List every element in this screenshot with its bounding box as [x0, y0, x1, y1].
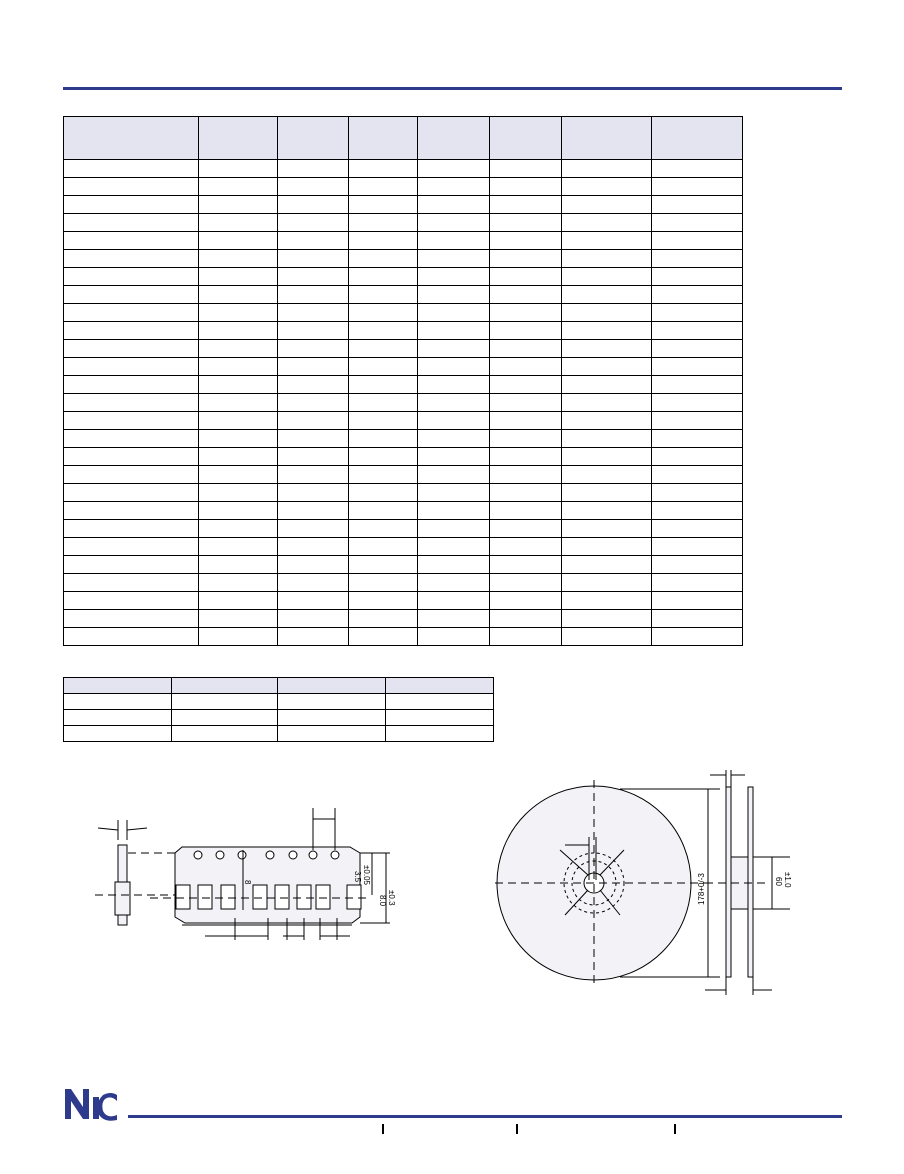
table-cell [348, 520, 418, 538]
table-cell [64, 340, 199, 358]
table-row [64, 628, 743, 646]
table-cell [652, 574, 743, 592]
table-cell [277, 628, 348, 646]
table-cell [64, 394, 199, 412]
table-cell [490, 178, 562, 196]
table-cell [348, 304, 418, 322]
table-cell [418, 574, 490, 592]
table-cell [562, 250, 652, 268]
table-cell [198, 214, 277, 232]
table-cell [652, 556, 743, 574]
table-row [64, 538, 743, 556]
table-cell [652, 430, 743, 448]
table-cell [418, 196, 490, 214]
table-row [64, 502, 743, 520]
table-cell [348, 376, 418, 394]
table-cell [277, 574, 348, 592]
table-cell [418, 322, 490, 340]
table-cell [490, 430, 562, 448]
table-cell [198, 160, 277, 178]
table-cell [277, 214, 348, 232]
sprocket-tol: ±0.05 [362, 865, 371, 885]
table-cell [418, 376, 490, 394]
table-cell [277, 376, 348, 394]
table-cell [171, 726, 278, 742]
table-cell [64, 610, 199, 628]
table-cell [198, 556, 277, 574]
table-cell [64, 322, 199, 340]
table-cell [277, 412, 348, 430]
table-cell [562, 304, 652, 322]
table-cell [277, 394, 348, 412]
table-cell [562, 574, 652, 592]
table-cell [490, 484, 562, 502]
table-cell [198, 394, 277, 412]
table-row [64, 726, 494, 742]
table-cell [64, 286, 199, 304]
table-cell [562, 358, 652, 376]
header-cell [386, 678, 494, 694]
table-cell [64, 430, 199, 448]
table-cell [652, 394, 743, 412]
table-cell [490, 340, 562, 358]
table-cell [198, 322, 277, 340]
table-cell [348, 286, 418, 304]
table-cell [277, 322, 348, 340]
header-cell [490, 117, 562, 160]
table-cell [64, 160, 199, 178]
table-row [64, 358, 743, 376]
table-cell [418, 394, 490, 412]
table-cell [277, 196, 348, 214]
table-cell [277, 286, 348, 304]
table-row [64, 520, 743, 538]
table-cell [490, 376, 562, 394]
table-cell [277, 178, 348, 196]
table-cell [562, 412, 652, 430]
table-cell [277, 160, 348, 178]
table-cell [418, 358, 490, 376]
table-cell [64, 520, 199, 538]
table-cell [562, 178, 652, 196]
table-cell [198, 574, 277, 592]
header-cell [64, 678, 172, 694]
table-cell [490, 196, 562, 214]
table-cell [562, 196, 652, 214]
table-cell [652, 466, 743, 484]
header-rule [63, 87, 842, 90]
table-cell [490, 466, 562, 484]
table-row [64, 376, 743, 394]
table-cell [198, 286, 277, 304]
table-cell [348, 484, 418, 502]
table-cell [418, 628, 490, 646]
table-cell [64, 726, 172, 742]
table-cell [652, 214, 743, 232]
table-cell [64, 466, 199, 484]
table-cell [348, 268, 418, 286]
table-cell [490, 592, 562, 610]
width-dim: 8.0 [378, 895, 387, 907]
table-cell [562, 610, 652, 628]
table-cell [348, 340, 418, 358]
table-cell [490, 574, 562, 592]
table-cell [386, 694, 494, 710]
table-cell [64, 376, 199, 394]
table-cell [277, 304, 348, 322]
table-cell [198, 178, 277, 196]
header-cell [562, 117, 652, 160]
reel-side-flange-2 [748, 787, 753, 977]
table-cell [64, 232, 199, 250]
table-cell [386, 726, 494, 742]
table-cell [64, 592, 199, 610]
table-row [64, 394, 743, 412]
table-cell [652, 358, 743, 376]
table-cell [418, 160, 490, 178]
tape-drawing [90, 805, 410, 945]
width-tol: ±0.3 [387, 890, 396, 906]
table-cell [418, 610, 490, 628]
table-cell [64, 214, 199, 232]
table-cell [652, 178, 743, 196]
table-cell [64, 556, 199, 574]
table-cell [348, 178, 418, 196]
footer-separator [382, 1124, 384, 1134]
pocket-dim: 8 [243, 880, 252, 885]
table-cell [198, 304, 277, 322]
table-cell [490, 304, 562, 322]
table-cell [198, 196, 277, 214]
table-cell [348, 538, 418, 556]
table-cell [198, 448, 277, 466]
table-cell [652, 484, 743, 502]
header-cell [277, 117, 348, 160]
table-cell [277, 610, 348, 628]
table-cell [277, 484, 348, 502]
header-cell [198, 117, 277, 160]
table-cell [562, 214, 652, 232]
table-cell [348, 502, 418, 520]
table-cell [64, 538, 199, 556]
table-cell [418, 556, 490, 574]
table-cell [277, 502, 348, 520]
table-cell [348, 448, 418, 466]
table-cell [652, 322, 743, 340]
footer-rule [128, 1115, 842, 1118]
packaging-table [63, 677, 494, 742]
spec-table [63, 116, 743, 646]
table-cell [198, 232, 277, 250]
table-cell [198, 610, 277, 628]
table-cell [277, 466, 348, 484]
table-cell [562, 430, 652, 448]
table-cell [64, 358, 199, 376]
table-cell [348, 412, 418, 430]
table-cell [64, 694, 172, 710]
footer-separator [516, 1124, 518, 1134]
table-cell [348, 556, 418, 574]
table-row [64, 286, 743, 304]
table-cell [198, 502, 277, 520]
table-cell [562, 268, 652, 286]
table-row [64, 232, 743, 250]
table-cell [652, 304, 743, 322]
table-cell [278, 710, 386, 726]
table-cell [562, 520, 652, 538]
table-cell [418, 178, 490, 196]
table-cell [418, 304, 490, 322]
table-cell [490, 448, 562, 466]
table-cell [562, 448, 652, 466]
table-cell [562, 538, 652, 556]
table-cell [652, 286, 743, 304]
table-cell [418, 466, 490, 484]
table-cell [348, 196, 418, 214]
table-row [64, 196, 743, 214]
table-cell [198, 520, 277, 538]
table-cell [198, 484, 277, 502]
table-cell [652, 538, 743, 556]
table-cell [348, 466, 418, 484]
header-cell [418, 117, 490, 160]
reel-side-flange-1 [726, 787, 731, 977]
table-cell [348, 358, 418, 376]
table-cell [652, 502, 743, 520]
table-cell [490, 412, 562, 430]
table-cell [198, 376, 277, 394]
packaging-table-header [64, 678, 494, 694]
table-cell [652, 250, 743, 268]
table-cell [652, 232, 743, 250]
table-cell [562, 484, 652, 502]
table-cell [348, 214, 418, 232]
table-cell [562, 232, 652, 250]
table-cell [64, 502, 199, 520]
table-cell [277, 358, 348, 376]
table-row [64, 250, 743, 268]
table-cell [198, 538, 277, 556]
table-row [64, 214, 743, 232]
table-row [64, 694, 494, 710]
table-cell [418, 448, 490, 466]
table-cell [348, 592, 418, 610]
table-cell [198, 430, 277, 448]
table-cell [562, 322, 652, 340]
table-cell [64, 196, 199, 214]
table-row [64, 610, 743, 628]
table-cell [652, 412, 743, 430]
table-cell [418, 286, 490, 304]
table-cell [562, 160, 652, 178]
table-cell [64, 628, 199, 646]
table-cell [348, 160, 418, 178]
table-cell [198, 628, 277, 646]
table-cell [277, 268, 348, 286]
table-cell [64, 484, 199, 502]
table-row [64, 412, 743, 430]
table-cell [652, 448, 743, 466]
table-row [64, 340, 743, 358]
table-row [64, 484, 743, 502]
header-cell [348, 117, 418, 160]
table-cell [490, 286, 562, 304]
table-cell [277, 430, 348, 448]
table-cell [418, 250, 490, 268]
table-cell [278, 694, 386, 710]
table-cell [418, 484, 490, 502]
table-row [64, 178, 743, 196]
table-cell [198, 412, 277, 430]
table-cell [490, 232, 562, 250]
table-cell [418, 502, 490, 520]
table-cell [652, 376, 743, 394]
table-cell [490, 394, 562, 412]
table-cell [562, 466, 652, 484]
table-cell [64, 178, 199, 196]
table-cell [562, 502, 652, 520]
table-cell [418, 232, 490, 250]
spec-table-header [64, 117, 743, 160]
table-cell [198, 250, 277, 268]
table-row [64, 430, 743, 448]
table-row [64, 448, 743, 466]
table-cell [198, 592, 277, 610]
table-cell [277, 538, 348, 556]
table-cell [490, 214, 562, 232]
table-cell [652, 160, 743, 178]
table-row [64, 574, 743, 592]
table-cell [562, 340, 652, 358]
table-cell [652, 196, 743, 214]
table-cell [418, 520, 490, 538]
table-cell [64, 710, 172, 726]
table-cell [490, 250, 562, 268]
table-cell [562, 556, 652, 574]
table-cell [418, 268, 490, 286]
table-cell [171, 694, 278, 710]
table-cell [198, 268, 277, 286]
table-cell [490, 322, 562, 340]
table-row [64, 322, 743, 340]
table-cell [652, 520, 743, 538]
table-cell [277, 232, 348, 250]
table-cell [490, 160, 562, 178]
table-cell [64, 304, 199, 322]
table-cell [562, 286, 652, 304]
table-cell [348, 250, 418, 268]
table-cell [418, 214, 490, 232]
table-cell [348, 430, 418, 448]
table-cell [277, 592, 348, 610]
table-cell [418, 412, 490, 430]
table-cell [277, 520, 348, 538]
table-cell [562, 628, 652, 646]
table-cell [652, 592, 743, 610]
nic-logo-icon [63, 1085, 119, 1121]
table-cell [277, 556, 348, 574]
table-row [64, 710, 494, 726]
header-cell [278, 678, 386, 694]
table-cell [348, 610, 418, 628]
header-cell [64, 117, 199, 160]
table-row [64, 304, 743, 322]
table-cell [277, 340, 348, 358]
reel-drawing [490, 765, 800, 1000]
table-cell [348, 232, 418, 250]
table-cell [64, 268, 199, 286]
table-cell [562, 592, 652, 610]
table-cell [490, 520, 562, 538]
table-cell [386, 710, 494, 726]
hub-tol: ±1.0 [783, 872, 792, 888]
table-cell [490, 502, 562, 520]
table-row [64, 592, 743, 610]
table-cell [348, 628, 418, 646]
table-cell [64, 412, 199, 430]
table-cell [277, 250, 348, 268]
table-cell [490, 610, 562, 628]
table-cell [348, 322, 418, 340]
hub-dim: 60 [774, 877, 783, 886]
table-cell [490, 556, 562, 574]
table-cell [198, 340, 277, 358]
table-row [64, 466, 743, 484]
sprocket-dim: 3.5 [353, 871, 362, 883]
table-cell [490, 358, 562, 376]
table-cell [64, 574, 199, 592]
table-cell [490, 268, 562, 286]
table-cell [198, 466, 277, 484]
table-cell [652, 340, 743, 358]
table-cell [490, 538, 562, 556]
header-cell [652, 117, 743, 160]
table-cell [64, 448, 199, 466]
table-cell [348, 394, 418, 412]
table-cell [418, 430, 490, 448]
table-row [64, 160, 743, 178]
table-cell [562, 394, 652, 412]
table-cell [652, 610, 743, 628]
table-cell [198, 358, 277, 376]
table-cell [278, 726, 386, 742]
table-cell [418, 538, 490, 556]
footer-separator [674, 1124, 676, 1134]
table-cell [418, 340, 490, 358]
table-cell [562, 376, 652, 394]
table-cell [277, 448, 348, 466]
table-cell [652, 268, 743, 286]
table-cell [64, 250, 199, 268]
table-cell [171, 710, 278, 726]
table-cell [348, 574, 418, 592]
table-row [64, 268, 743, 286]
table-cell [418, 592, 490, 610]
header-cell [171, 678, 278, 694]
table-cell [490, 628, 562, 646]
reel-diameter: 178+0/-3 [697, 873, 706, 905]
table-row [64, 556, 743, 574]
table-cell [652, 628, 743, 646]
